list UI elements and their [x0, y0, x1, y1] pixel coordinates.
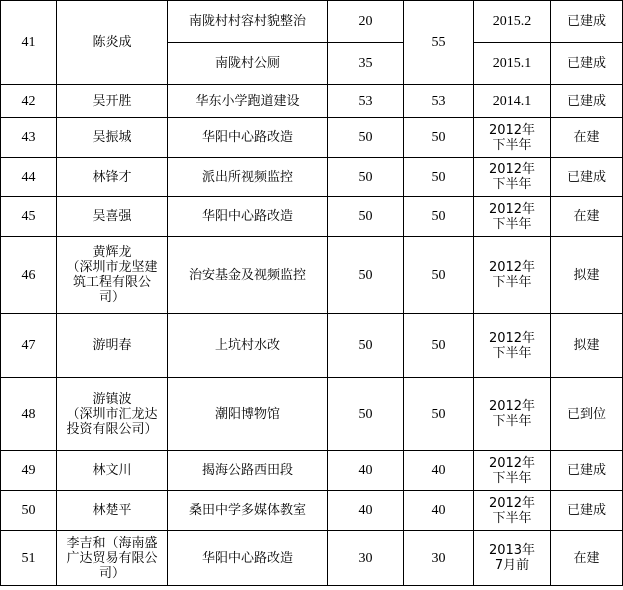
- status-cell: 已到位: [551, 378, 623, 451]
- amount-cell: 35: [328, 43, 404, 85]
- amount-cell: 40: [328, 451, 404, 491]
- status-cell: 已建成: [551, 491, 623, 531]
- donor-cell: 林楚平: [57, 491, 168, 531]
- date-cell: 2012年 下半年: [474, 158, 551, 197]
- amount-cell: 20: [328, 1, 404, 43]
- table-row: [1, 158, 623, 197]
- date-cell: 2015.1: [474, 43, 551, 85]
- date-cell: 2014.1: [474, 85, 551, 118]
- donor-cell: 林文川: [57, 451, 168, 491]
- project-cell: 华阳中心路改造: [168, 197, 328, 237]
- amount-cell: 50: [328, 118, 404, 158]
- status-cell: 拟建: [551, 314, 623, 378]
- row-number-cell: 41: [1, 1, 57, 85]
- project-cell: 桑田中学多媒体教室: [168, 491, 328, 531]
- row-number-cell: 43: [1, 118, 57, 158]
- status-cell: 拟建: [551, 237, 623, 314]
- status-cell: 在建: [551, 531, 623, 586]
- project-cell: 南陇村公厕: [168, 43, 328, 85]
- amount-cell: 50: [328, 158, 404, 197]
- donor-cell: 吴开胜: [57, 85, 168, 118]
- table-row: [1, 85, 623, 118]
- row-number-cell: 48: [1, 378, 57, 451]
- amount-cell: 30: [328, 531, 404, 586]
- donor-cell: 陈炎成: [57, 1, 168, 85]
- row-number-cell: 42: [1, 85, 57, 118]
- amount-cell: 53: [328, 85, 404, 118]
- table-row: [1, 378, 623, 451]
- project-cell: 上坑村水改: [168, 314, 328, 378]
- status-cell: 已建成: [551, 1, 623, 43]
- total-cell: 40: [404, 451, 474, 491]
- project-cell: 揭海公路西田段: [168, 451, 328, 491]
- status-cell: 在建: [551, 197, 623, 237]
- amount-cell: 50: [328, 197, 404, 237]
- status-cell: 已建成: [551, 451, 623, 491]
- status-cell: 已建成: [551, 43, 623, 85]
- total-cell: 50: [404, 197, 474, 237]
- project-cell: 派出所视频监控: [168, 158, 328, 197]
- date-cell: 2012年 下半年: [474, 197, 551, 237]
- table-row: [1, 451, 623, 491]
- row-number-cell: 45: [1, 197, 57, 237]
- row-number-cell: 50: [1, 491, 57, 531]
- total-cell: 30: [404, 531, 474, 586]
- row-number-cell: 44: [1, 158, 57, 197]
- donor-cell: 吴振城: [57, 118, 168, 158]
- date-cell: 2012年 下半年: [474, 118, 551, 158]
- project-cell: 治安基金及视频监控: [168, 237, 328, 314]
- status-cell: 已建成: [551, 85, 623, 118]
- status-cell: 已建成: [551, 158, 623, 197]
- row-number-cell: 51: [1, 531, 57, 586]
- date-cell: 2013年 7月前: [474, 531, 551, 586]
- project-cell: 华阳中心路改造: [168, 531, 328, 586]
- total-cell: 53: [404, 85, 474, 118]
- table-row: [1, 1, 623, 43]
- total-cell: 40: [404, 491, 474, 531]
- donor-cell: 游明春: [57, 314, 168, 378]
- date-cell: 2012年 下半年: [474, 237, 551, 314]
- amount-cell: 50: [328, 314, 404, 378]
- table-row: [1, 314, 623, 378]
- donor-cell: 黄辉龙 （深圳市龙坚建 筑工程有限公 司）: [57, 237, 168, 314]
- project-cell: 华东小学跑道建设: [168, 85, 328, 118]
- status-cell: 在建: [551, 118, 623, 158]
- total-cell: 55: [404, 1, 474, 85]
- project-cell: 潮阳博物馆: [168, 378, 328, 451]
- date-cell: 2012年 下半年: [474, 451, 551, 491]
- total-cell: 50: [404, 237, 474, 314]
- date-cell: 2015.2: [474, 1, 551, 43]
- donor-cell: 吴喜强: [57, 197, 168, 237]
- amount-cell: 50: [328, 378, 404, 451]
- table-row: [1, 197, 623, 237]
- row-number-cell: 47: [1, 314, 57, 378]
- total-cell: 50: [404, 314, 474, 378]
- donor-cell: 李吉和（海南盛 广达贸易有限公 司）: [57, 531, 168, 586]
- row-number-cell: 49: [1, 451, 57, 491]
- total-cell: 50: [404, 158, 474, 197]
- date-cell: 2012年 下半年: [474, 491, 551, 531]
- table-row: [1, 237, 623, 314]
- date-cell: 2012年 下半年: [474, 314, 551, 378]
- amount-cell: 50: [328, 237, 404, 314]
- project-cell: 南陇村村容村貌整治: [168, 1, 328, 43]
- total-cell: 50: [404, 118, 474, 158]
- table-row: [1, 491, 623, 531]
- table-row: [1, 531, 623, 586]
- amount-cell: 40: [328, 491, 404, 531]
- row-number-cell: 46: [1, 237, 57, 314]
- date-cell: 2012年 下半年: [474, 378, 551, 451]
- donor-cell: 林锋才: [57, 158, 168, 197]
- project-cell: 华阳中心路改造: [168, 118, 328, 158]
- table-row: [1, 118, 623, 158]
- total-cell: 50: [404, 378, 474, 451]
- donor-cell: 游镇波 （深圳市汇龙达 投资有限公司）: [57, 378, 168, 451]
